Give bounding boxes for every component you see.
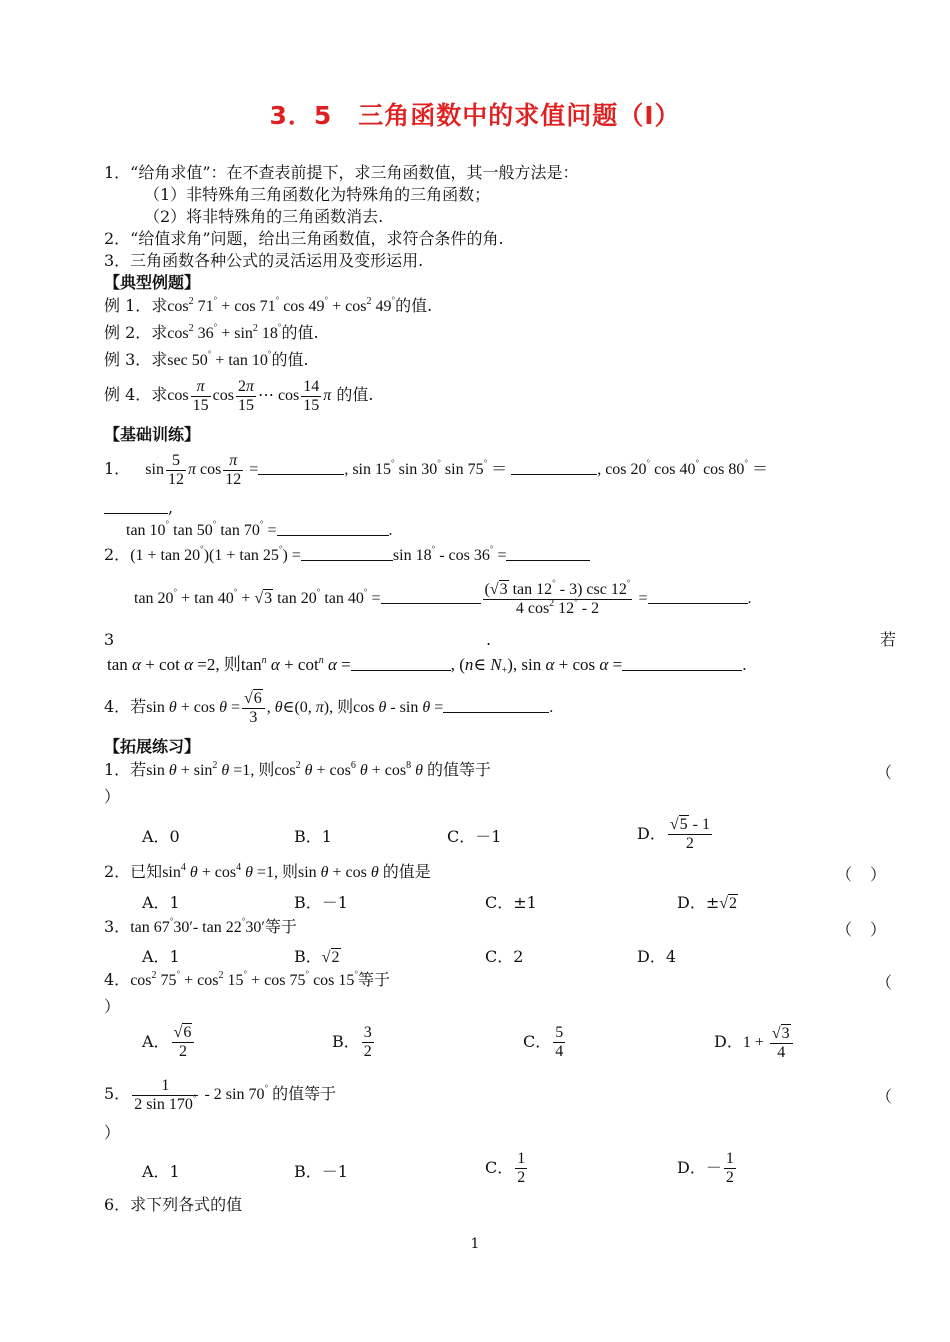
extend-q4-tail: 等于 bbox=[358, 970, 391, 989]
basic-q4 bbox=[104, 684, 553, 731]
intro-line-3: （2）将非特殊角的三角函数消去. bbox=[144, 207, 384, 226]
extend-q2 bbox=[104, 862, 431, 883]
extend-q5-option-d[interactable]: D．－ $\frac{1}{2}$ bbox=[677, 1150, 734, 1186]
extend-q4-formula: $\cos^2 75^\circ + \cos^2 15^\circ + \cos 75^\circ$ cos 15° bbox=[130, 969, 358, 989]
answer-paren-open: （ bbox=[876, 763, 893, 782]
answer-blank[interactable] bbox=[277, 521, 389, 536]
extend-q1-formula: $\sin \theta + \sin^2 \theta =1$, 则$\cos^2 \theta + \cos^6 \theta + \cos^8 \theta$ bbox=[146, 760, 423, 779]
extend-q4-option-a-label: A． bbox=[142, 1032, 170, 1051]
example-2-tail: 的值. bbox=[281, 323, 319, 342]
extend-q3-option-c[interactable]: C．2 bbox=[485, 947, 524, 966]
extend-q2-then: , 则 bbox=[273, 864, 298, 881]
answer-blank[interactable] bbox=[506, 546, 590, 561]
example-2 bbox=[104, 323, 319, 344]
extend-q2-option-b[interactable]: B．－1 bbox=[294, 893, 348, 912]
section-basic-heading: 【基础训练】 bbox=[104, 425, 201, 444]
basic-q2-formula-a: (1 + tan 20°)(1 + tan 25°) = sin 18° - cos 36° = bbox=[130, 547, 590, 564]
extend-q5-formula: $\frac{1}{2 \sin 170^\circ}$ - 2 sin 70° bbox=[134, 1076, 269, 1113]
answer-paren-close: ） bbox=[104, 787, 121, 806]
answer-blank[interactable] bbox=[301, 546, 393, 561]
extend-q6: 6．求下列各式的值 bbox=[104, 1195, 243, 1214]
answer-blank[interactable] bbox=[381, 589, 481, 604]
example-2-label: 例 2．求 bbox=[104, 323, 168, 342]
example-4 bbox=[104, 374, 373, 417]
basic-q1-formula-b: tan 10° tan 50° tan 70° = . bbox=[126, 519, 393, 539]
extend-q3-option-d[interactable]: D．4 bbox=[637, 947, 677, 966]
example-4-label: 例 4．求 bbox=[104, 385, 168, 404]
extend-q4-option-d[interactable]: D．1 + $\frac{√3}{4}$ bbox=[714, 1020, 795, 1065]
extend-q4-option-b[interactable]: B． $\frac{3}{2}$ bbox=[332, 1024, 372, 1060]
extend-q1-then: , 则 bbox=[250, 762, 275, 779]
extend-q1-tail: 的值等于 bbox=[426, 760, 491, 779]
example-3-formula: sec 50° + tan 10° bbox=[167, 349, 272, 369]
extend-q3 bbox=[104, 917, 297, 938]
example-1 bbox=[104, 296, 432, 317]
basic-q1 bbox=[104, 448, 768, 491]
answer-blank[interactable] bbox=[443, 698, 549, 713]
extend-q2-stem: 2．已知 bbox=[104, 862, 163, 881]
answer-paren-open: （ bbox=[876, 973, 893, 992]
extend-q5-tail: 的值等于 bbox=[272, 1084, 337, 1103]
intro-line-5: 3．三角函数各种公式的灵活运用及变形运用. bbox=[104, 251, 424, 270]
answer-paren-close: ） bbox=[104, 997, 121, 1016]
intro-line-1: 1．“给角求值”：在不查表前提下，求三角函数值，其一般方法是： bbox=[104, 163, 579, 182]
extend-q4 bbox=[104, 970, 390, 991]
extend-q4-stem: 4． bbox=[104, 970, 131, 989]
basic-q1-cont: , bbox=[104, 498, 173, 518]
example-3-tail: 的值. bbox=[271, 350, 309, 369]
basic-q3-number: 3 bbox=[104, 630, 115, 649]
basic-q3-then: , 则 bbox=[215, 655, 241, 674]
example-1-tail: 的值. bbox=[395, 296, 433, 315]
example-1-formula: $\cos^2 71^\circ + \cos 71^\circ$ $\cos 49^\circ + \cos^2 49^\circ$ bbox=[167, 295, 396, 315]
extend-q2-option-d[interactable]: D．±√2 bbox=[677, 893, 738, 912]
extend-q2-option-d-label: D．± bbox=[677, 893, 720, 912]
extend-q4-option-d-label: D． bbox=[714, 1032, 743, 1051]
extend-q3-option-b-label: B． bbox=[294, 947, 322, 966]
extend-q1-option-d[interactable]: D． $\frac{√5 - 1}{2}$ bbox=[637, 816, 710, 852]
extend-q5-option-c-label: C． bbox=[485, 1158, 514, 1177]
basic-q4-number: 4．若 bbox=[104, 697, 147, 716]
extend-q3-stem: 3． bbox=[104, 917, 131, 936]
page-number: 1 bbox=[470, 1236, 480, 1252]
answer-paren-open: （ bbox=[876, 1087, 893, 1106]
answer-blank[interactable] bbox=[511, 460, 597, 475]
intro-line-4: 2．“给值求角”问题，给出三角函数值，求符合条件的角. bbox=[104, 229, 504, 248]
page-title: 3．5 三角函数中的求值问题（I） bbox=[269, 101, 681, 130]
basic-q1-formula-a: sin $\frac{5}{12}$ π cos $\frac{\pi}{12}$ = , sin 15° sin 30° sin 75° ＝ , cos 20° cos 40° cos 80° ＝ bbox=[145, 451, 769, 488]
example-3-label: 例 3．求 bbox=[104, 350, 168, 369]
example-3 bbox=[104, 350, 309, 371]
basic-q3-formula: tan α + cot α =2, 则$\tan^n \alpha + \cot^n \alpha$ = , (n∈ $N_+$), sin α + cos α = . bbox=[107, 655, 747, 676]
extend-q1-option-a[interactable]: A．0 bbox=[142, 827, 180, 846]
extend-q1-stem: 1．若 bbox=[104, 760, 147, 779]
extend-q5 bbox=[104, 1072, 336, 1117]
basic-q4-then: , 则 bbox=[329, 699, 354, 716]
extend-q4-option-c[interactable]: C． $\frac{5}{4}$ bbox=[523, 1024, 564, 1060]
extend-q5-option-c[interactable]: C． $\frac{1}{2}$ bbox=[485, 1150, 526, 1186]
answer-blank[interactable] bbox=[648, 589, 748, 604]
answer-blank[interactable] bbox=[258, 460, 344, 475]
extend-q3-option-b[interactable]: B．√2 bbox=[294, 947, 340, 966]
basic-q2-formula-b: tan 20° + tan 40° + √3 tan 20° tan 40° = (√3 tan 12° - 3) csc 12° 4 $\cos^2 12^\circ - 2$ = . bbox=[134, 577, 752, 617]
intro-line-2: （1）非特殊角三角函数化为特殊角的三角函数； bbox=[144, 185, 491, 204]
extend-q4-option-a[interactable]: A． $\frac{√6}{2}$ bbox=[142, 1020, 196, 1064]
extend-q5-option-d-label: D．－ bbox=[677, 1158, 722, 1177]
extend-q1-option-b[interactable]: B．1 bbox=[294, 827, 332, 846]
basic-q2-number: 2． bbox=[104, 545, 131, 564]
answer-paren-close: ） bbox=[104, 1123, 121, 1142]
basic-q4-formula: sin θ + cos θ = $\frac{√6}{3}$ , θ∈(0, π), 则cos θ - sin θ = . bbox=[146, 689, 554, 726]
extend-q2-option-a[interactable]: A．1 bbox=[142, 893, 180, 912]
basic-q2 bbox=[104, 545, 590, 566]
extend-q4-option-b-label: B． bbox=[332, 1032, 360, 1051]
example-4-formula: cos $\frac{\pi}{15}$ cos $\frac{2\pi}{15}$ ⋯ cos $\frac{14}{15}$ π bbox=[167, 377, 332, 414]
section-extend-heading: 【拓展练习】 bbox=[104, 737, 201, 756]
extend-q1 bbox=[104, 760, 491, 781]
extend-q5-option-b[interactable]: B．－1 bbox=[294, 1162, 348, 1181]
extend-q3-option-a[interactable]: A．1 bbox=[142, 947, 180, 966]
answer-blank[interactable] bbox=[104, 499, 168, 514]
section-examples-heading: 【典型例题】 bbox=[104, 273, 201, 292]
example-4-tail: 的值. bbox=[336, 385, 374, 404]
answer-paren: （） bbox=[836, 865, 905, 884]
answer-paren: （） bbox=[836, 920, 905, 939]
basic-q3-if: 若 bbox=[880, 630, 897, 649]
extend-q4-option-c-label: C． bbox=[523, 1032, 552, 1051]
answer-blank[interactable] bbox=[622, 656, 742, 671]
extend-q3-tail: 等于 bbox=[264, 917, 297, 936]
extend-q2-formula: $\sin^4 \theta + \cos^4 \theta =1$, 则sin θ + cos θ bbox=[162, 862, 379, 881]
answer-blank[interactable] bbox=[351, 656, 451, 671]
extend-q1-option-c[interactable]: C．－1 bbox=[447, 827, 502, 846]
extend-q1-option-d-label: D． bbox=[637, 824, 666, 843]
extend-q2-option-c[interactable]: C．±1 bbox=[485, 893, 537, 912]
extend-q2-tail: 的值是 bbox=[382, 862, 431, 881]
example-1-label: 例 1．求 bbox=[104, 296, 168, 315]
basic-q1-number: 1． bbox=[104, 459, 131, 478]
basic-q3-dot: . bbox=[486, 630, 492, 649]
example-2-formula: $\cos^2 36^\circ + \sin^2 18^\circ$ bbox=[167, 322, 282, 342]
extend-q5-option-a[interactable]: A．1 bbox=[142, 1162, 180, 1181]
extend-q3-formula: tan 67°30′- tan 22°30′ bbox=[130, 916, 265, 936]
extend-q5-stem: 5． bbox=[104, 1084, 131, 1103]
